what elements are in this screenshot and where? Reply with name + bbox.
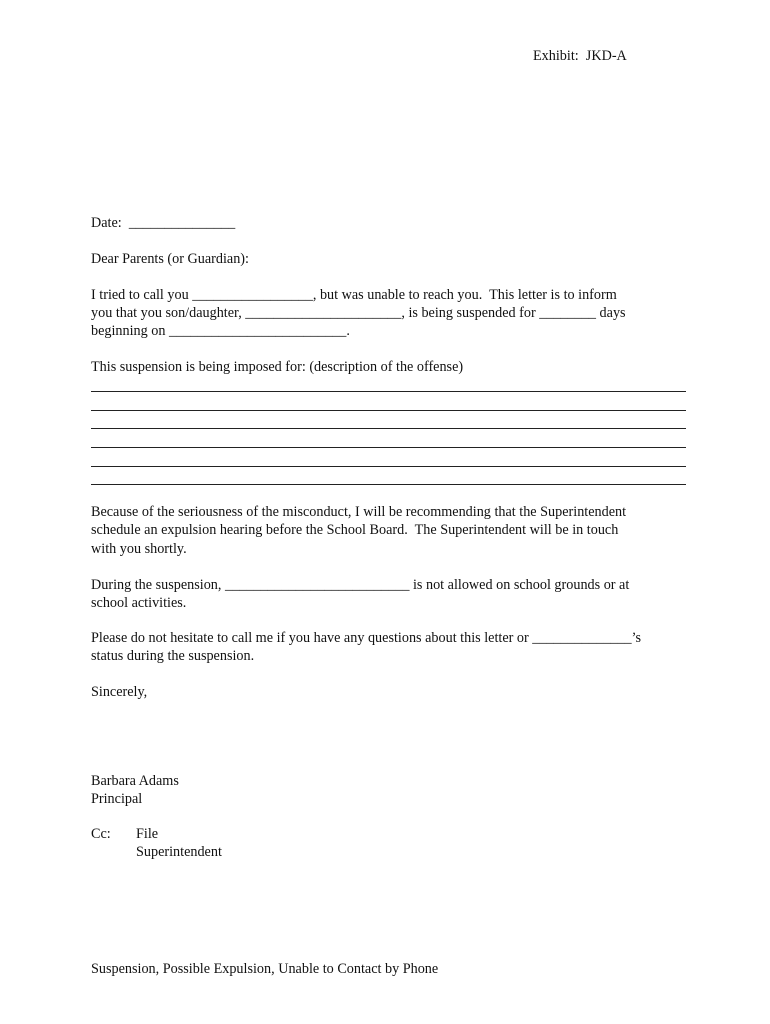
paragraph-questions-line-1: Please do not hesitate to call me if you have any questions about this letter or ______________’s — [91, 630, 642, 646]
offense-blank-line — [91, 391, 686, 392]
paragraph-call-line-1: I tried to call you _________________, but was unable to reach you. This letter is to inform — [91, 287, 617, 303]
offense-blank-line — [91, 484, 686, 485]
paragraph-suspension-line-2: school activities. — [91, 595, 187, 611]
paragraph-misconduct-line-1: Because of the seriousness of the misconduct, I will be recommending that the Superintendent — [91, 504, 627, 520]
date-line: Date: _______________ — [91, 215, 236, 231]
offense-blank-line — [91, 447, 686, 448]
offense-intro: This suspension is being imposed for: (description of the offense) — [91, 359, 464, 375]
closing: Sincerely, — [91, 684, 148, 700]
cc-label: Cc: — [91, 826, 111, 842]
signer-title: Principal — [91, 791, 143, 807]
salutation: Dear Parents (or Guardian): — [91, 251, 249, 267]
cc-item-file: File — [136, 826, 159, 842]
paragraph-call-line-3: beginning on _________________________. — [91, 323, 350, 339]
footer-title: Suspension, Possible Expulsion, Unable to Contact by Phone — [91, 961, 439, 977]
offense-blank-line — [91, 410, 686, 411]
paragraph-call-line-2: you that you son/daughter, ______________________, is being suspended for ________ days — [91, 305, 626, 321]
signer-name: Barbara Adams — [91, 773, 179, 789]
paragraph-misconduct-line-2: schedule an expulsion hearing before the School Board. The Superintendent will be in touch — [91, 522, 619, 538]
offense-blank-line — [91, 466, 686, 467]
exhibit-label: Exhibit: JKD-A — [533, 48, 627, 64]
cc-item-superintendent: Superintendent — [136, 844, 222, 860]
paragraph-suspension-line-1: During the suspension, __________________________ is not allowed on school grounds or at — [91, 577, 630, 593]
offense-blank-line — [91, 428, 686, 429]
paragraph-questions-line-2: status during the suspension. — [91, 648, 255, 664]
paragraph-misconduct-line-3: with you shortly. — [91, 541, 187, 557]
